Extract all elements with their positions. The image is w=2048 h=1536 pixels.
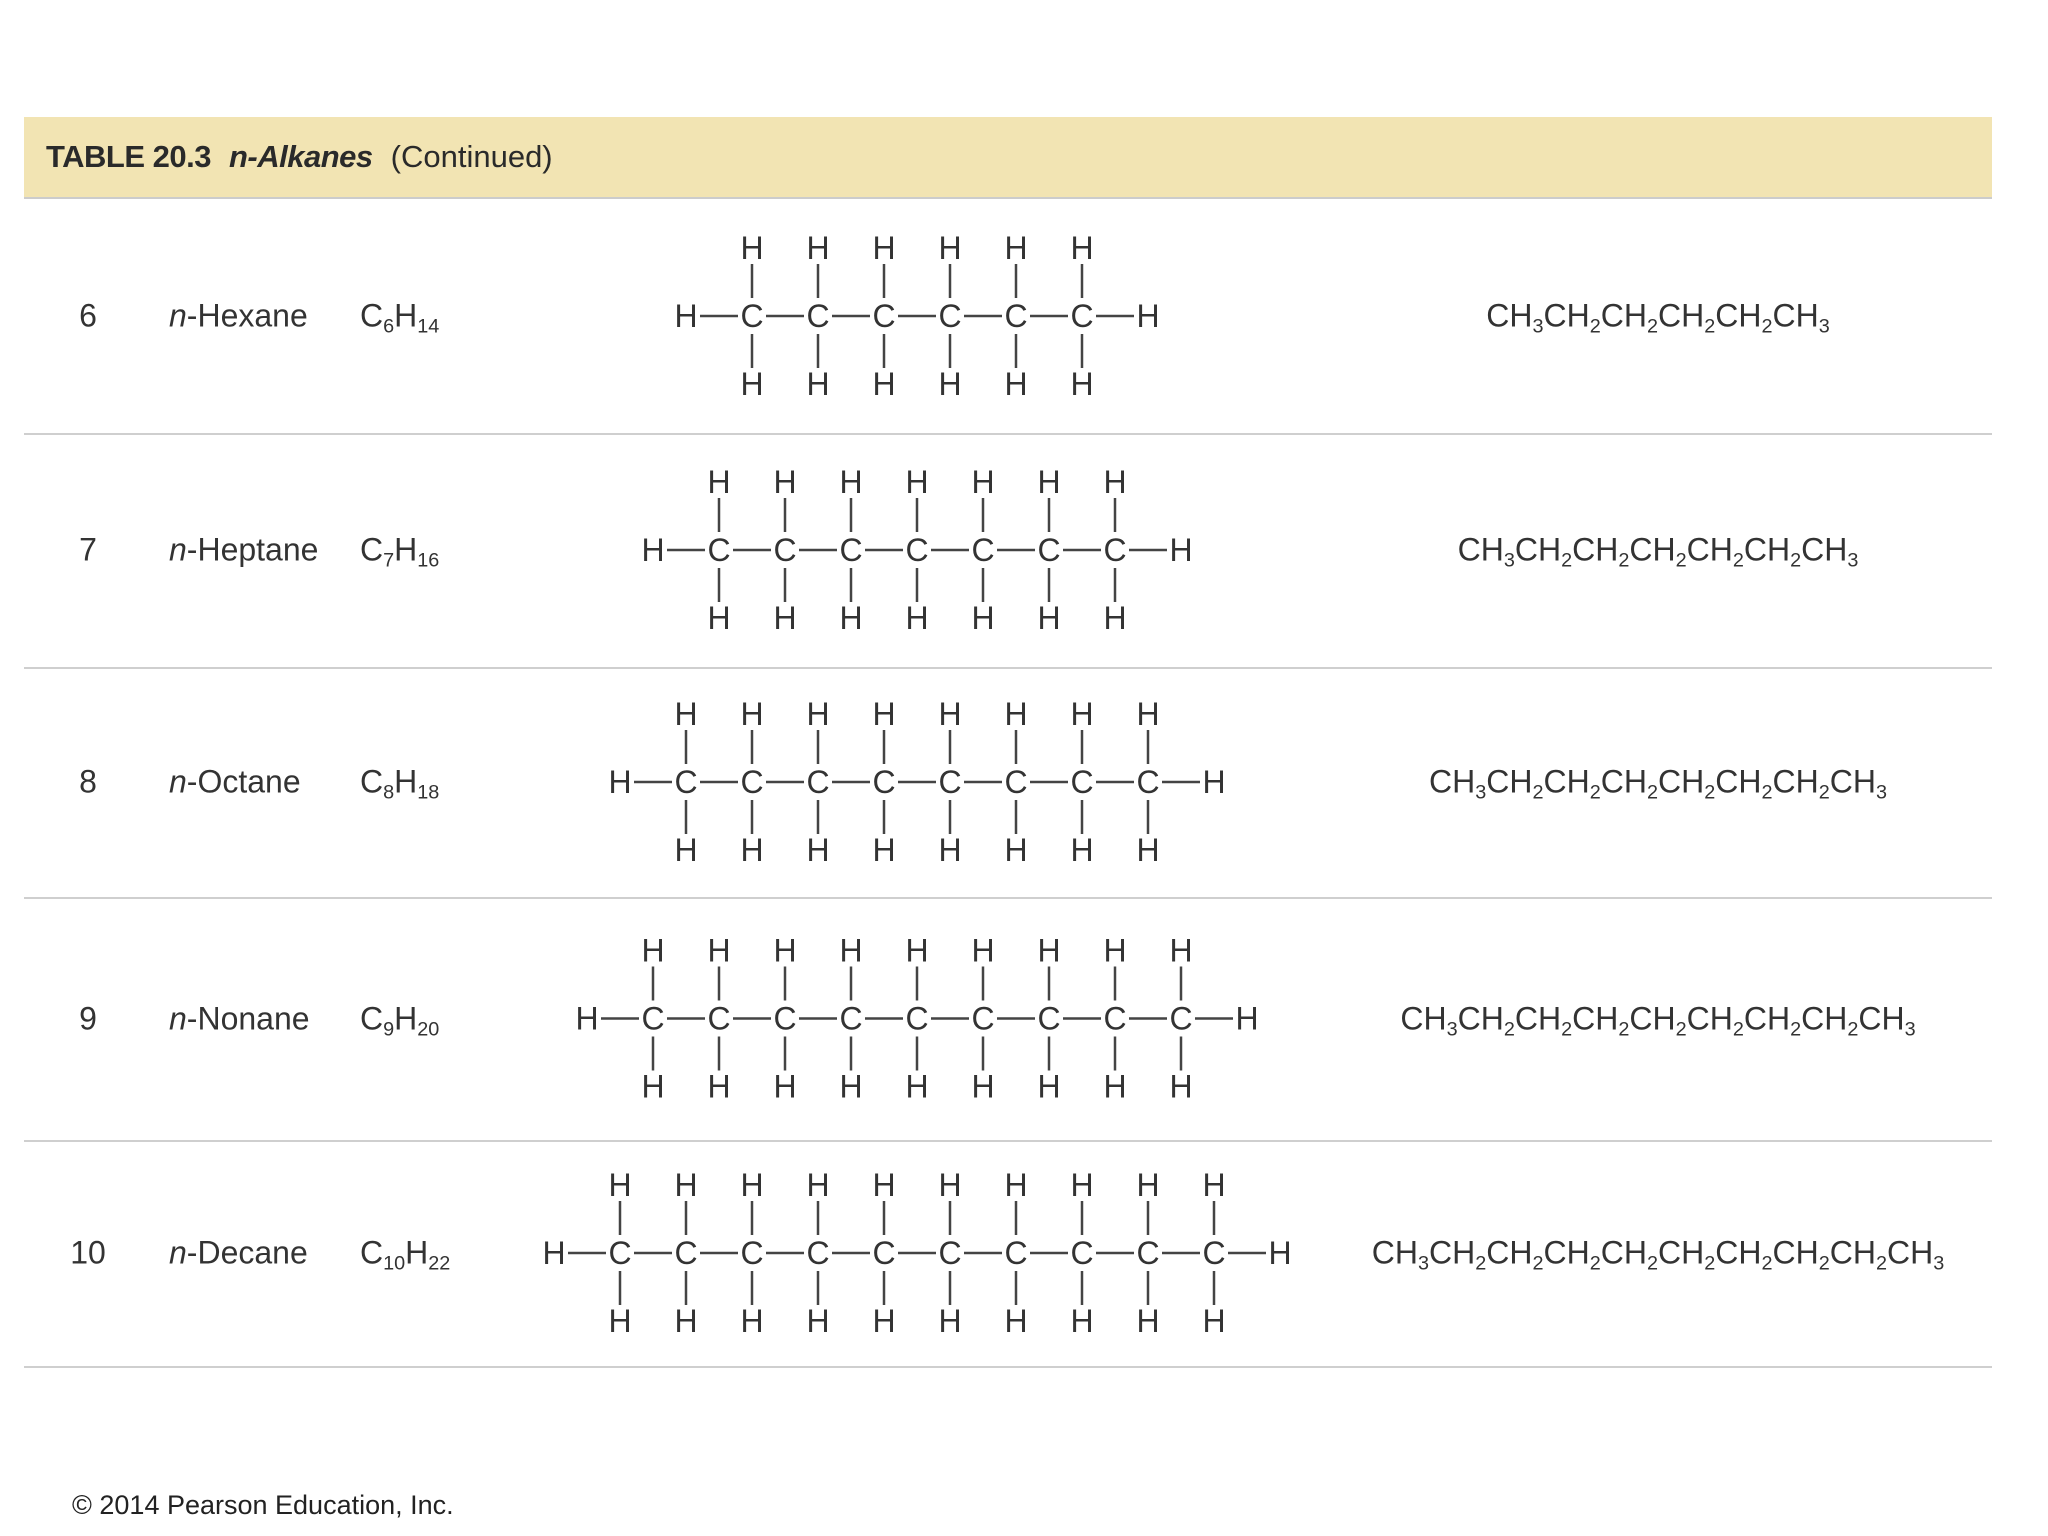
carbon-count: 6	[79, 297, 97, 334]
hydrogen-atom: H	[1037, 600, 1061, 636]
carbon-atom: C	[1070, 298, 1094, 334]
hydrogen-atom: H	[1169, 932, 1193, 969]
carbon-atom: C	[1037, 1000, 1061, 1037]
carbon-atom: C	[773, 1000, 797, 1037]
hydrogen-atom: H	[542, 1235, 566, 1271]
formula-text: CH	[1772, 763, 1819, 800]
carbon-atom: C	[1136, 1235, 1160, 1271]
formula-subscript: 2	[1847, 1017, 1859, 1040]
formula-text: CH	[1486, 1234, 1533, 1271]
carbon-count: 10	[70, 1234, 106, 1271]
formula-subscript: 8	[383, 781, 395, 804]
carbon-atom: C	[1004, 298, 1028, 334]
carbon-atom: C	[938, 298, 962, 334]
table-header	[24, 117, 1992, 199]
hydrogen-atom: H	[674, 832, 698, 868]
formula-subscript: 2	[1589, 781, 1601, 804]
hydrogen-atom: H	[773, 600, 797, 636]
formula-text: CH	[1858, 1000, 1905, 1036]
hydrogen-atom: H	[872, 696, 896, 732]
formula-subscript: 2	[1561, 1017, 1573, 1040]
formula-subscript: 2	[1875, 1252, 1887, 1275]
hydrogen-atom: H	[872, 1167, 896, 1203]
alkane-row	[24, 897, 1992, 1142]
formula-text: CH	[1686, 531, 1733, 568]
carbon-atom: C	[1004, 1235, 1028, 1271]
hydrogen-atom: H	[641, 532, 665, 568]
carbon-atom: C	[806, 1235, 830, 1271]
formula-subscript: 3	[1532, 315, 1544, 338]
hydrogen-atom: H	[641, 932, 665, 969]
hydrogen-atom: H	[806, 1167, 830, 1203]
formula-subscript: 3	[1475, 781, 1487, 804]
hydrogen-atom: H	[1103, 600, 1127, 636]
hydrogen-atom: H	[740, 1303, 764, 1339]
carbon-atom: C	[806, 298, 830, 334]
carbon-atom: C	[641, 1000, 665, 1037]
hydrogen-atom: H	[740, 832, 764, 868]
formula-text: H	[405, 1234, 429, 1271]
hydrogen-atom: H	[641, 1068, 665, 1105]
formula-text: H	[394, 763, 418, 800]
formula-text: CH	[1514, 1000, 1562, 1036]
hydrogen-atom: H	[1037, 1068, 1061, 1105]
formula-text: C	[360, 1234, 384, 1271]
formula-text: CH	[1715, 297, 1762, 334]
hydrogen-atom: H	[1070, 366, 1094, 402]
carbon-atom: C	[740, 1235, 764, 1271]
hydrogen-atom: H	[971, 1068, 995, 1105]
name-prefix: n	[169, 531, 187, 568]
carbon-atom: C	[938, 764, 962, 800]
hydrogen-atom: H	[806, 230, 830, 266]
hydrogen-atom: H	[938, 1303, 962, 1339]
copyright-notice: © 2014 Pearson Education, Inc.	[72, 1490, 454, 1520]
hydrogen-atom: H	[1004, 230, 1028, 266]
carbon-atom: C	[773, 532, 797, 568]
formula-text: CH	[1829, 763, 1876, 800]
hydrogen-atom: H	[905, 464, 929, 500]
hydrogen-atom: H	[905, 1068, 929, 1105]
hydrogen-atom: H	[938, 366, 962, 402]
carbon-atom: C	[872, 1235, 896, 1271]
formula-text: CH	[1457, 531, 1504, 568]
hydrogen-atom: H	[1070, 832, 1094, 868]
formula-subscript: 3	[1904, 1017, 1916, 1040]
name-prefix: n	[169, 297, 187, 334]
formula-text: CH	[1514, 531, 1562, 568]
hydrogen-atom: H	[1037, 464, 1061, 500]
formula-text: CH	[1543, 297, 1590, 334]
hydrogen-atom: H	[938, 832, 962, 868]
formula-text: CH	[1572, 531, 1619, 568]
hydrogen-atom: H	[1004, 366, 1028, 402]
name-prefix: n	[169, 763, 187, 800]
hydrogen-atom: H	[1070, 1303, 1094, 1339]
carbon-count: 9	[79, 1000, 97, 1036]
carbon-atom: C	[905, 1000, 929, 1037]
hydrogen-atom: H	[773, 932, 797, 969]
alkane-row	[24, 1140, 1992, 1368]
carbon-atom: C	[1169, 1000, 1193, 1037]
hydrogen-atom: H	[1202, 764, 1226, 800]
formula-subscript: 2	[1618, 549, 1630, 572]
formula-text: CH	[1715, 763, 1762, 800]
formula-subscript: 2	[1532, 781, 1544, 804]
formula-subscript: 22	[428, 1252, 451, 1275]
formula-subscript: 3	[1818, 315, 1830, 338]
hydrogen-atom: H	[806, 1303, 830, 1339]
hydrogen-atom: H	[1136, 832, 1160, 868]
carbon-atom: C	[740, 298, 764, 334]
hydrogen-atom: H	[740, 366, 764, 402]
hydrogen-atom: H	[740, 696, 764, 732]
hydrogen-atom: H	[1004, 1167, 1028, 1203]
structural-formula	[24, 897, 1992, 1140]
hydrogen-atom: H	[806, 832, 830, 868]
structural-formula	[24, 1140, 1992, 1366]
hydrogen-atom: H	[674, 1167, 698, 1203]
hydrogen-atom: H	[740, 1167, 764, 1203]
carbon-atom: C	[905, 532, 929, 568]
formula-text: CH	[1658, 297, 1705, 334]
formula-subscript: 20	[417, 1017, 440, 1040]
formula-subscript: 2	[1618, 1017, 1630, 1040]
carbon-atom: C	[1136, 764, 1160, 800]
formula-subscript: 16	[417, 549, 440, 572]
alkane-row	[24, 667, 1992, 899]
formula-text: CH	[1772, 1234, 1819, 1271]
carbon-atom: C	[1103, 532, 1127, 568]
carbon-atom: C	[608, 1235, 632, 1271]
hydrogen-atom: H	[938, 230, 962, 266]
formula-text: CH	[1600, 1234, 1647, 1271]
formula-text: CH	[1600, 297, 1647, 334]
hydrogen-atom: H	[1202, 1303, 1226, 1339]
formula-text: H	[394, 297, 418, 334]
formula-subscript: 2	[1818, 1252, 1830, 1275]
hydrogen-atom: H	[1103, 1068, 1127, 1105]
formula-text: H	[394, 531, 418, 568]
carbon-atom: C	[806, 764, 830, 800]
formula-subscript: 3	[1875, 781, 1887, 804]
formula-subscript: 2	[1818, 781, 1830, 804]
hydrogen-atom: H	[839, 932, 863, 969]
hydrogen-atom: H	[905, 932, 929, 969]
hydrogen-atom: H	[740, 230, 764, 266]
hydrogen-atom: H	[1268, 1235, 1292, 1271]
hydrogen-atom: H	[1070, 1167, 1094, 1203]
hydrogen-atom: H	[1136, 298, 1160, 334]
name-rest: -Heptane	[186, 531, 319, 568]
structural-formula	[24, 433, 1992, 667]
formula-text: CH	[1658, 1234, 1705, 1271]
formula-subscript: 3	[1446, 1017, 1458, 1040]
carbon-atom: C	[872, 764, 896, 800]
formula-text: CH	[1543, 1234, 1590, 1271]
formula-text: CH	[1715, 1234, 1762, 1271]
hydrogen-atom: H	[1235, 1000, 1259, 1037]
formula-text: CH	[1887, 1234, 1934, 1271]
hydrogen-atom: H	[839, 464, 863, 500]
hydrogen-atom: H	[938, 696, 962, 732]
hydrogen-atom: H	[674, 696, 698, 732]
hydrogen-atom: H	[1004, 696, 1028, 732]
formula-subscript: 2	[1732, 1017, 1744, 1040]
formula-text: CH	[1371, 1234, 1418, 1271]
formula-text: CH	[1743, 531, 1791, 568]
hydrogen-atom: H	[575, 1000, 599, 1037]
name-prefix: n	[169, 1000, 187, 1036]
formula-text: CH	[1686, 1000, 1733, 1036]
carbon-atom: C	[1070, 1235, 1094, 1271]
formula-subscript: 14	[417, 315, 440, 338]
hydrogen-atom: H	[839, 1068, 863, 1105]
carbon-atom: C	[938, 1235, 962, 1271]
formula-subscript: 2	[1646, 781, 1658, 804]
hydrogen-atom: H	[971, 600, 995, 636]
hydrogen-atom: H	[1070, 696, 1094, 732]
carbon-count: 7	[79, 531, 97, 568]
name-prefix: n	[169, 1234, 187, 1271]
name-rest: -Decane	[186, 1234, 308, 1271]
formula-subscript: 2	[1790, 1017, 1802, 1040]
hydrogen-atom: H	[971, 932, 995, 969]
structural-formula	[24, 199, 1992, 433]
formula-subscript: 6	[383, 315, 395, 338]
formula-text: CH	[1486, 763, 1533, 800]
formula-text: CH	[1543, 763, 1590, 800]
formula-text: CH	[1743, 1000, 1791, 1036]
hydrogen-atom: H	[806, 366, 830, 402]
formula-subscript: 9	[383, 1017, 395, 1040]
formula-text: CH	[1829, 1234, 1876, 1271]
hydrogen-atom: H	[872, 832, 896, 868]
carbon-atom: C	[707, 1000, 731, 1037]
hydrogen-atom: H	[773, 1068, 797, 1105]
carbon-atom: C	[1037, 532, 1061, 568]
hydrogen-atom: H	[707, 600, 731, 636]
formula-subscript: 2	[1761, 315, 1773, 338]
structural-formula	[24, 667, 1992, 897]
hydrogen-atom: H	[707, 464, 731, 500]
hydrogen-atom: H	[1070, 230, 1094, 266]
formula-subscript: 3	[1417, 1252, 1429, 1275]
carbon-atom: C	[674, 1235, 698, 1271]
hydrogen-atom: H	[608, 764, 632, 800]
formula-subscript: 2	[1790, 549, 1802, 572]
formula-text: C	[360, 763, 384, 800]
carbon-atom: C	[1070, 764, 1094, 800]
formula-subscript: 2	[1532, 1252, 1544, 1275]
formula-subscript: 2	[1589, 1252, 1601, 1275]
name-rest: -Nonane	[186, 1000, 310, 1036]
formula-subscript: 2	[1675, 1017, 1687, 1040]
formula-text: CH	[1629, 1000, 1676, 1036]
formula-subscript: 2	[1704, 781, 1716, 804]
formula-subscript: 2	[1646, 315, 1658, 338]
hydrogen-atom: H	[938, 1167, 962, 1203]
carbon-atom: C	[971, 532, 995, 568]
name-rest: -Octane	[186, 763, 301, 800]
formula-text: CH	[1457, 1000, 1504, 1036]
formula-subscript: 2	[1561, 549, 1573, 572]
carbon-atom: C	[872, 298, 896, 334]
formula-subscript: 2	[1675, 549, 1687, 572]
formula-text: CH	[1629, 531, 1676, 568]
formula-text: H	[394, 1000, 418, 1036]
hydrogen-atom: H	[608, 1303, 632, 1339]
formula-text: CH	[1772, 297, 1819, 334]
formula-subscript: 2	[1503, 1017, 1515, 1040]
hydrogen-atom: H	[1103, 932, 1127, 969]
hydrogen-atom: H	[674, 1303, 698, 1339]
formula-text: C	[360, 297, 384, 334]
formula-text: CH	[1400, 1000, 1447, 1036]
formula-subscript: 18	[417, 781, 440, 804]
hydrogen-atom: H	[1037, 932, 1061, 969]
formula-text: CH	[1486, 297, 1533, 334]
hydrogen-atom: H	[839, 600, 863, 636]
hydrogen-atom: H	[1136, 696, 1160, 732]
carbon-atom: C	[971, 1000, 995, 1037]
hydrogen-atom: H	[1103, 464, 1127, 500]
formula-subscript: 2	[1475, 1252, 1487, 1275]
carbon-count: 8	[79, 763, 97, 800]
formula-subscript: 2	[1646, 1252, 1658, 1275]
formula-text: C	[360, 531, 384, 568]
carbon-atom: C	[839, 532, 863, 568]
carbon-atom: C	[1004, 764, 1028, 800]
hydrogen-atom: H	[806, 696, 830, 732]
table-continued: (Continued)	[390, 139, 553, 174]
hydrogen-atom: H	[971, 464, 995, 500]
hydrogen-atom: H	[1202, 1167, 1226, 1203]
formula-subscript: 2	[1761, 781, 1773, 804]
hydrogen-atom: H	[707, 1068, 731, 1105]
formula-text: CH	[1801, 1000, 1848, 1036]
name-rest: -Hexane	[186, 297, 308, 334]
formula-subscript: 2	[1704, 315, 1716, 338]
formula-text: CH	[1801, 531, 1848, 568]
formula-subscript: 2	[1589, 315, 1601, 338]
formula-text: C	[360, 1000, 384, 1036]
carbon-atom: C	[1202, 1235, 1226, 1271]
hydrogen-atom: H	[674, 298, 698, 334]
hydrogen-atom: H	[1004, 832, 1028, 868]
formula-subscript: 7	[383, 549, 395, 572]
hydrogen-atom: H	[1136, 1303, 1160, 1339]
formula-text: CH	[1600, 763, 1647, 800]
carbon-atom: C	[740, 764, 764, 800]
table-title	[46, 117, 553, 197]
formula-text: CH	[1572, 1000, 1619, 1036]
table-name: n-Alkanes	[228, 139, 373, 174]
carbon-atom: C	[839, 1000, 863, 1037]
table-number: TABLE 20.3	[46, 139, 211, 174]
hydrogen-atom: H	[608, 1167, 632, 1203]
hydrogen-atom: H	[1136, 1167, 1160, 1203]
hydrogen-atom: H	[1169, 532, 1193, 568]
formula-text: CH	[1658, 763, 1705, 800]
hydrogen-atom: H	[773, 464, 797, 500]
formula-subscript: 3	[1503, 549, 1515, 572]
formula-subscript: 2	[1761, 1252, 1773, 1275]
formula-subscript: 2	[1732, 549, 1744, 572]
formula-subscript: 3	[1847, 549, 1859, 572]
alkane-row	[24, 433, 1992, 669]
alkane-row	[24, 199, 1992, 435]
hydrogen-atom: H	[1169, 1068, 1193, 1105]
carbon-atom: C	[707, 532, 731, 568]
formula-subscript: 2	[1704, 1252, 1716, 1275]
hydrogen-atom: H	[707, 932, 731, 969]
carbon-atom: C	[1103, 1000, 1127, 1037]
hydrogen-atom: H	[872, 366, 896, 402]
hydrogen-atom: H	[872, 230, 896, 266]
formula-subscript: 3	[1933, 1252, 1945, 1275]
hydrogen-atom: H	[1004, 1303, 1028, 1339]
formula-text: CH	[1429, 1234, 1476, 1271]
formula-text: CH	[1429, 763, 1476, 800]
hydrogen-atom: H	[872, 1303, 896, 1339]
carbon-atom: C	[674, 764, 698, 800]
formula-subscript: 10	[383, 1252, 406, 1275]
hydrogen-atom: H	[905, 600, 929, 636]
